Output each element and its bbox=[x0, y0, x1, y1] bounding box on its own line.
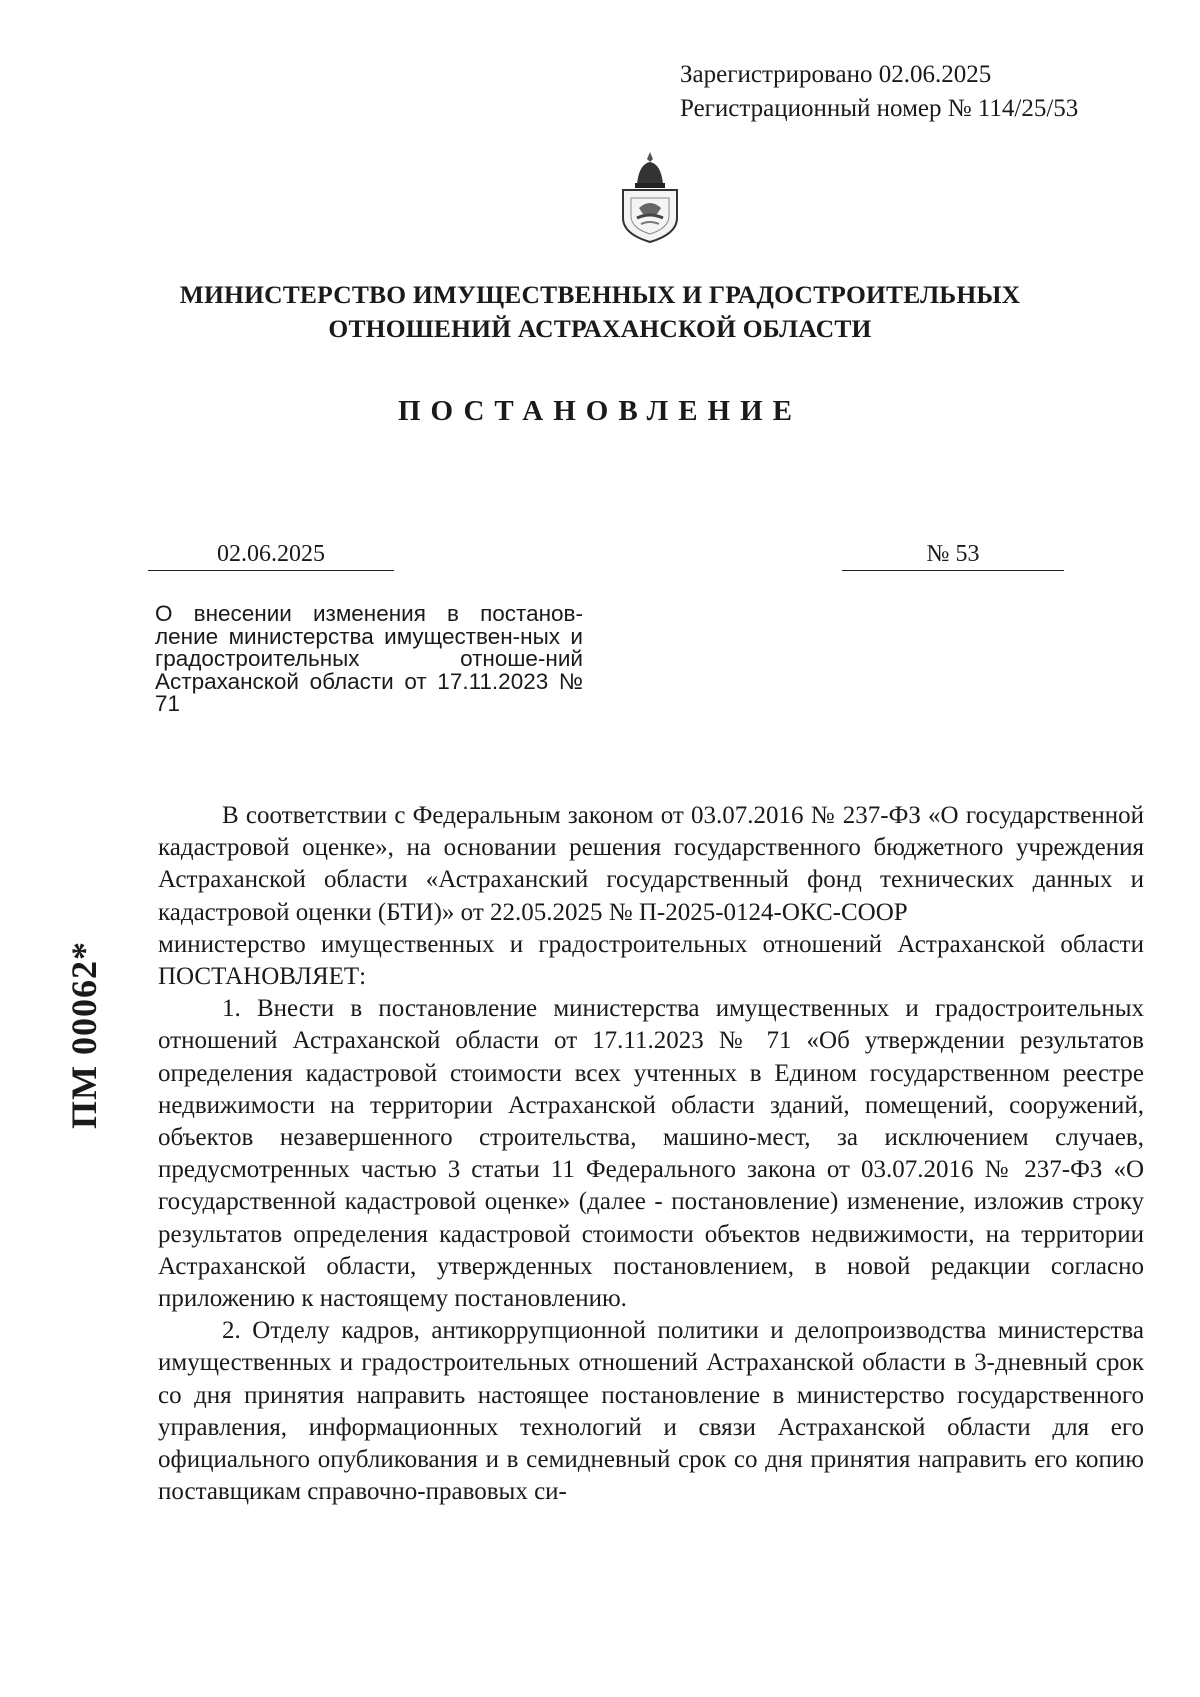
registration-block bbox=[680, 58, 1078, 126]
coat-of-arms-icon bbox=[617, 150, 683, 244]
preamble-paragraph: В соответствии с Федеральным законом от 03.07.2016 № 237-ФЗ «О государственной кадастровой оценке», на основании решения государственного бюджетного учреждения Астраханской области «Астраханский государственный фонд технических данных и кадастровой оценки (БТИ)» от 22.05.2025 № П-2025-0124-ОКС-СООР bbox=[158, 802, 1144, 926]
side-stamp-text: ПМ 00062* bbox=[64, 941, 104, 1129]
resolution-paragraph: министерство имущественных и градостроительных отношений Астраханской области ПОСТАНОВЛЯЕТ: bbox=[158, 930, 1144, 991]
ministry-title bbox=[150, 278, 1050, 346]
ministry-title-line1: МИНИСТЕРСТВО ИМУЩЕСТВЕННЫХ И ГРАДОСТРОИТЕЛЬНЫХ bbox=[179, 280, 1021, 309]
ministry-title-line2: ОТНОШЕНИЙ АСТРАХАНСКОЙ ОБЛАСТИ bbox=[328, 314, 872, 343]
side-stamp bbox=[62, 870, 106, 1200]
document-body bbox=[158, 800, 1144, 1508]
document-number: № 53 bbox=[842, 538, 1064, 571]
document-date: 02.06.2025 bbox=[148, 538, 394, 571]
item-2-paragraph: 2. Отделу кадров, антикоррупционной политики и делопроизводства министерства имущественных и градостроительных отношений Астраханской области в 3-дневный срок со дня принятия направить настоящее постановление в министерство государственного управления, информационных технологий и связи Астраханской области для его официального опубликования и в семидневный срок со дня принятия направить его копию поставщикам справочно-правовых си- bbox=[158, 1317, 1144, 1506]
registration-number: Регистрационный номер № 114/25/53 bbox=[680, 95, 1079, 122]
registration-date: Зарегистрировано 02.06.2025 bbox=[680, 61, 992, 88]
document-subject: О внесении изменения в постанов-ление министерства имуществен-ных и градостроительных отноше-ний Астраханской области от 17.11.2023 № 71 bbox=[155, 601, 583, 716]
document-type: ПОСТАНОВЛЕНИЕ bbox=[397, 395, 802, 427]
item-1-paragraph: 1. Внести в постановление министерства имущественных и градостроительных отношений Астраханской области от 17.11.2023 № 71 «Об утверждении результатов определения кадастровой стоимости всех учтенных в Едином государственном реестре недвижимости на территории Астраханской области зданий, помещений, сооружений, объектов незавершенного строительства, машино-мест, за исключением случаев, предусмотренных частью 3 статьи 11 Федерального закона от 03.07.2016 № 237-ФЗ «О государственной кадастровой оценке» (далее - постановление) изменение, изложив строку результатов определения кадастровой стоимости объектов недвижимости, на территории Астраханской области, утвержденных постановлением, в новой редакции согласно приложению к настоящему постановлению. bbox=[158, 995, 1144, 1313]
